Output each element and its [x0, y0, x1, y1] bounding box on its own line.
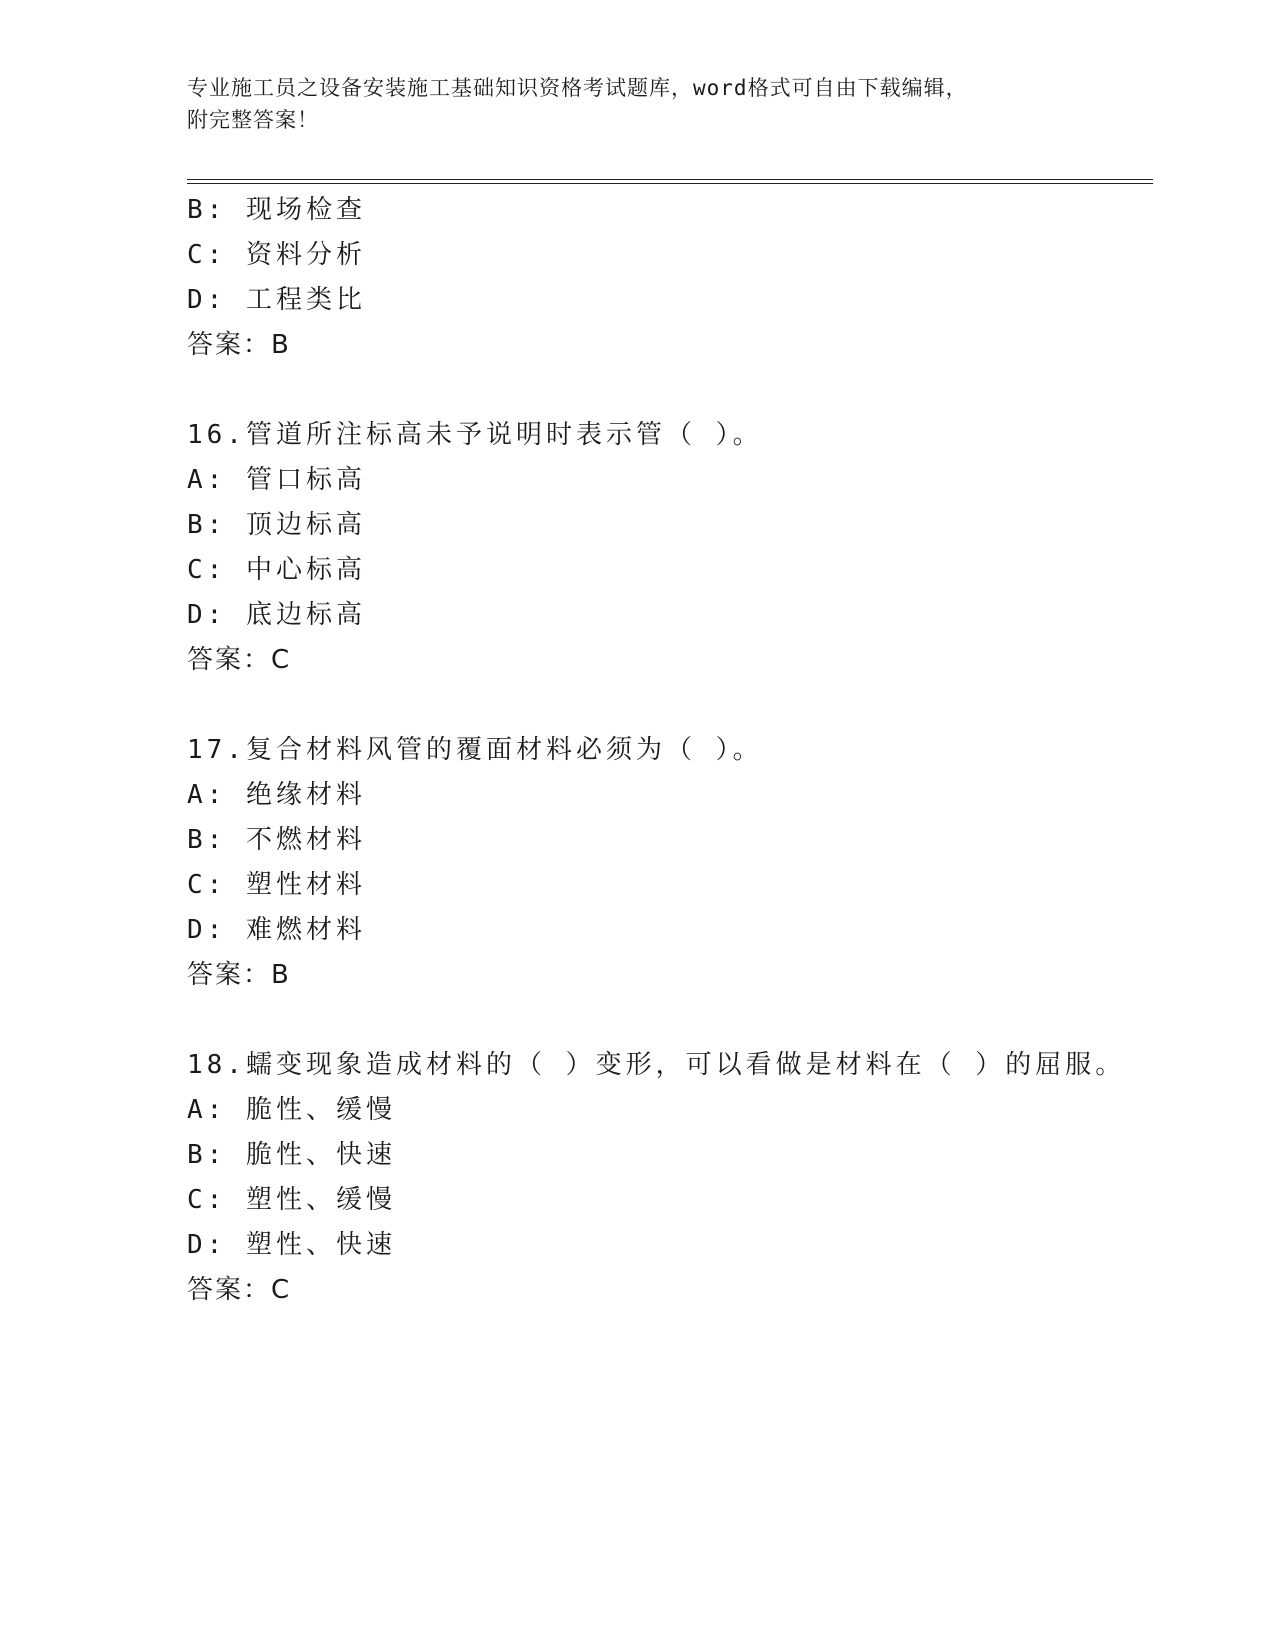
header-line-1: 专业施工员之设备安装施工基础知识资格考试题库，word格式可自由下载编辑， [187, 76, 968, 100]
option-b: B: 脆性、快速 [187, 1140, 396, 1170]
document-header [187, 72, 1087, 136]
option-a: A: 管口标高 [187, 465, 366, 495]
option-c: C: 中心标高 [187, 555, 366, 585]
header-divider-top [187, 179, 1153, 180]
option-b: B: 不燃材料 [187, 825, 366, 855]
answer: 答案：B [187, 330, 291, 360]
option-d: D: 塑性、快速 [187, 1230, 396, 1260]
option-c: C: 塑性、缓慢 [187, 1185, 396, 1215]
question-stem: 17.复合材料风管的覆面材料必须为（ ）。 [187, 735, 763, 765]
option-a: A: 脆性、缓慢 [187, 1095, 396, 1125]
option-c: C: 塑性材料 [187, 870, 366, 900]
header-line-2: 附完整答案！ [187, 108, 319, 132]
option-b: B: 顶边标高 [187, 510, 366, 540]
answer: 答案：B [187, 960, 291, 990]
option-d: D: 工程类比 [187, 285, 366, 315]
option-a: A: 绝缘材料 [187, 780, 366, 810]
header-divider-bottom [187, 183, 1153, 184]
answer: 答案：C [187, 645, 292, 675]
question-stem: 18.蠕变现象造成材料的（ ）变形，可以看做是材料在（ ）的屈服。 [187, 1050, 1126, 1080]
option-d: D: 底边标高 [187, 600, 366, 630]
question-stem: 16.管道所注标高未予说明时表示管（ ）。 [187, 420, 763, 450]
option-b: B: 现场检查 [187, 195, 366, 225]
option-d: D: 难燃材料 [187, 915, 366, 945]
option-c: C: 资料分析 [187, 240, 366, 270]
answer: 答案：C [187, 1275, 292, 1305]
